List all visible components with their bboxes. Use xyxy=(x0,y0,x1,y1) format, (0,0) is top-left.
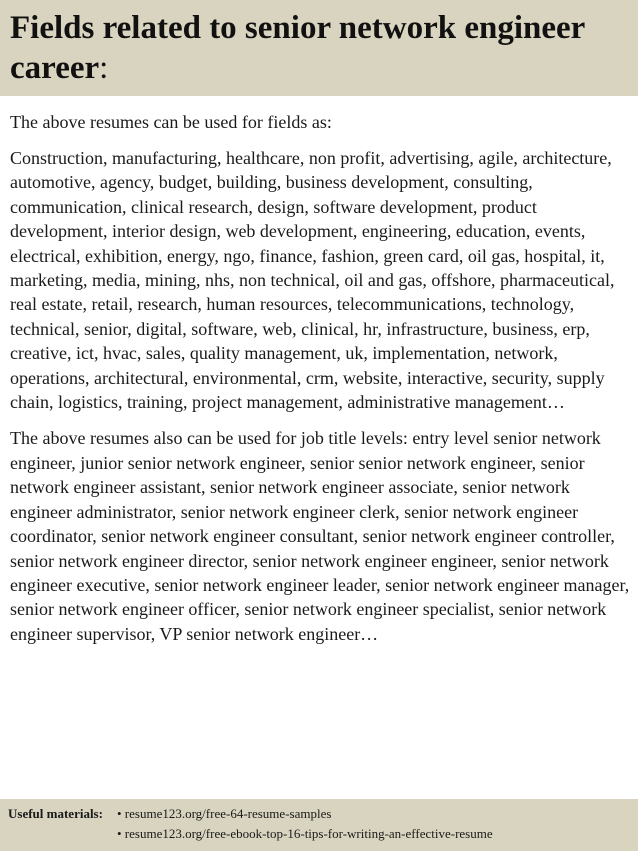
footer-row-1 xyxy=(8,804,630,824)
footer-label-spacer xyxy=(8,824,117,844)
header-band xyxy=(0,0,638,96)
footer-link-ebook-tips[interactable]: • resume123.org/free-ebook-top-16-tips-for-writing-an-effective-resume xyxy=(117,826,493,841)
footer-row-2 xyxy=(8,824,630,844)
useful-materials-label-colon: : xyxy=(98,806,103,821)
fields-paragraph: Construction, manufacturing, healthcare, non profit, advertising, agile, architecture, automotive, agency, budget, building, business development, consulting, communication, clinical research, design, software development, product development, interior design, web development, engineering, education, events, electrical, exhibition, energy, ngo, finance, fashion, green card, oil gas, hospital, it, marketing, media, mining, nhs, non technical, oil and gas, offshore, pharmaceutical, real estate, retail, research, human resources, telecommunications, technology, technical, senior, digital, software, web, clinical, hr, infrastructure, business, erp, creative, ict, hvac, sales, quality management, uk, implementation, network, operations, architectural, environmental, crm, website, interactive, security, supply chain, logistics, training, project management, administrative management… xyxy=(10,148,615,413)
job-levels-paragraph: The above resumes also can be used for job title levels: entry level senior network engineer, junior senior network engineer, senior senior network engineer, senior network engineer assistant, senior network engineer associate, senior network engineer administrator, senior network engineer clerk, senior network engineer coordinator, senior network engineer consultant, senior network engineer controller, senior network engineer director, senior network engineer engineer, senior network engineer executive, senior network engineer leader, senior network engineer manager, senior network engineer officer, senior network engineer specialist, senior network engineer supervisor, VP senior network engineer… xyxy=(10,428,630,644)
page-title-text: Fields related to senior network engineer career xyxy=(10,10,585,86)
useful-materials-label-text: Useful materials xyxy=(8,806,99,821)
main-content xyxy=(10,110,632,646)
useful-materials-label xyxy=(8,804,117,824)
footer-link-resume-samples[interactable]: • resume123.org/free-64-resume-samples xyxy=(117,806,332,821)
page-title xyxy=(10,8,628,88)
intro-text: The above resumes can be used for fields as: xyxy=(10,112,332,132)
page-title-colon: : xyxy=(99,50,109,86)
footer-band xyxy=(0,799,638,851)
